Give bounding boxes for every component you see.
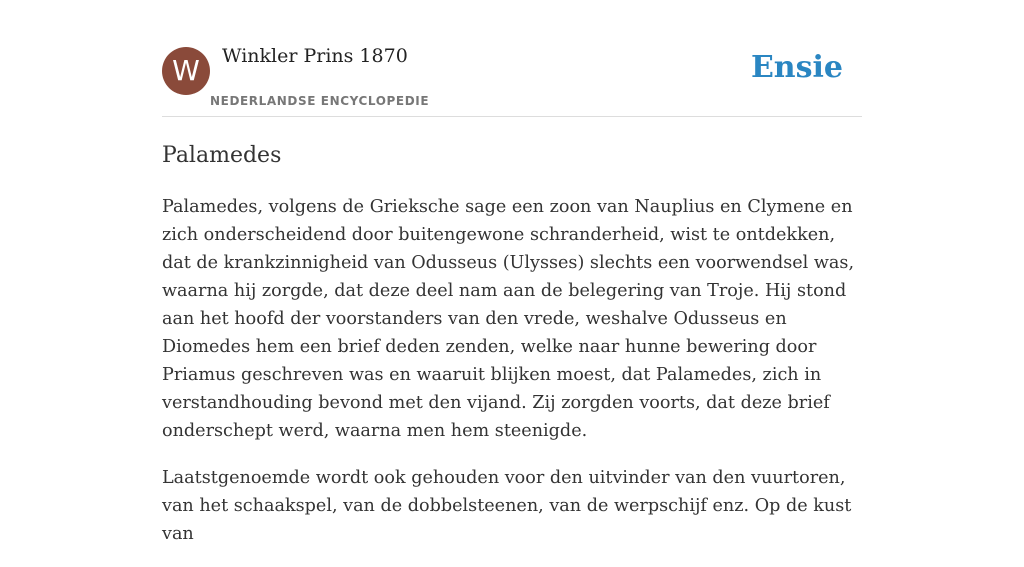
source-subtitle: NEDERLANDSE ENCYCLOPEDIE [210,94,430,108]
entry-title: Palamedes [162,143,282,168]
source-title[interactable]: Winkler Prins 1870 [222,45,408,67]
entry-paragraph: Laatstgenoemde wordt ook gehouden voor den uitvinder van den vuurtoren, van het schaakspel, van de dobbelsteenen, van de werpschijf enz. Op de kust van [162,468,852,544]
ensie-logo[interactable]: Ensie [750,50,843,85]
source-avatar[interactable]: W [162,47,210,95]
content-container [162,0,862,567]
header [162,0,862,117]
entry-body [162,193,862,548]
entry-paragraph: Palamedes, volgens de Grieksche sage een zoon van Nauplius en Clymene en zich onderscheidend door buitengewone schranderheid, wist te ontdekken, dat de krankzinnigheid van Odusseus (Ulysses) slechts een voorwendsel was, waarna hij zorgde, dat deze deel nam aan de belegering van Troje. Hij stond aan het hoofd der voorstanders van den vrede, weshalve Odusseus en Diomedes hem een brief deden zenden, welke naar hunne bewering door Priamus geschreven was en waaruit blijken moest, dat Palamedes, zich in verstandhouding bevond met den vijand. Zij zorgden voorts, dat deze brief onderschept werd, waarna men hem steenigde. [162,197,855,441]
